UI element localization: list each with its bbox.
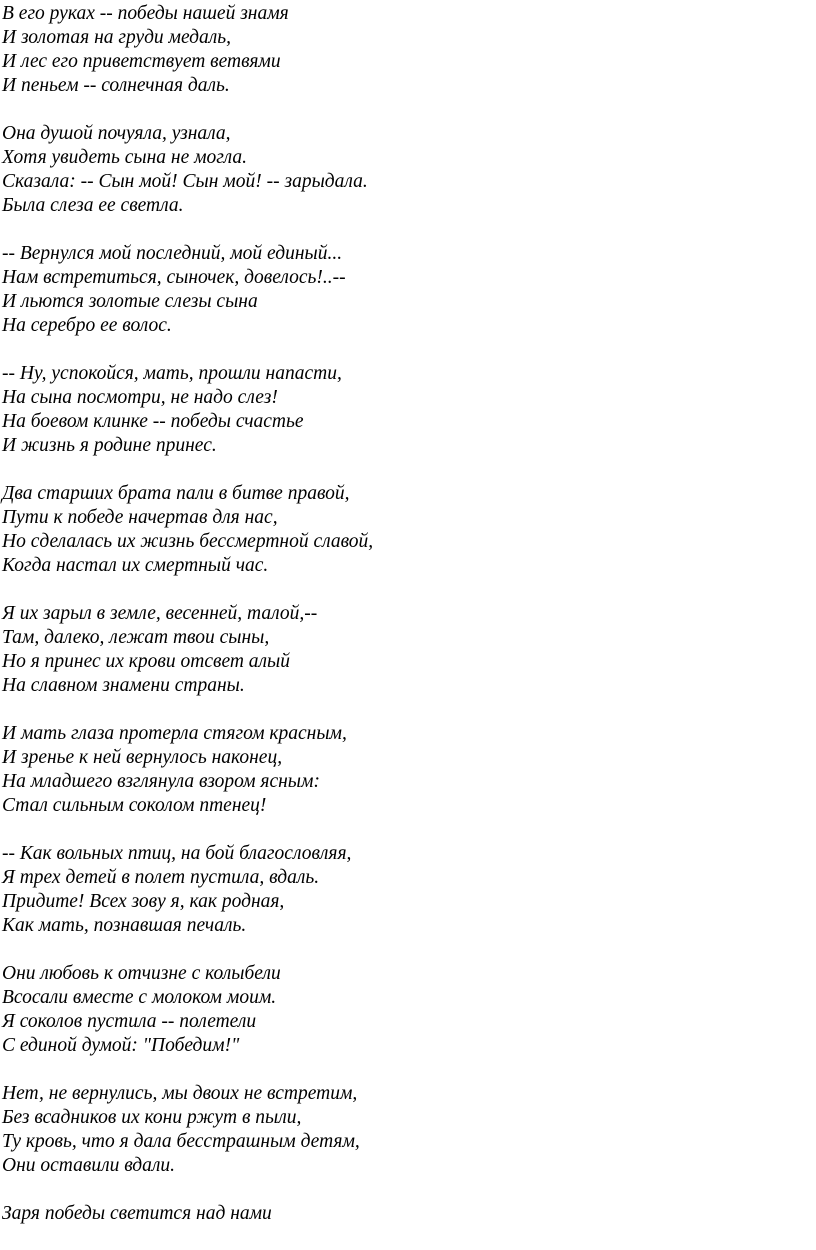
poem-line: Хотя увидеть сына не могла.: [2, 147, 248, 168]
stanza: [2, 2, 373, 98]
poem-line: Но сделалась их жизнь бессмертной славой,: [2, 531, 374, 552]
poem-line: На славном знамени страны.: [2, 675, 245, 696]
stanza: [2, 482, 373, 578]
poem-line: Ту кровь, что я дала бесстрашным детям,: [2, 1131, 360, 1152]
poem-line: Я соколов пустила -- полетели: [2, 1011, 257, 1032]
poem-line: Там, далеко, лежат твои сыны,: [2, 627, 270, 648]
poem-line: -- Как вольных птиц, на бой благословляя,: [2, 843, 352, 864]
poem-line: На сына посмотри, не надо слез!: [2, 387, 278, 408]
poem-line: Но я принес их крови отсвет алый: [2, 651, 291, 672]
poem-line: Я их зарыл в земле, весенней, талой,--: [2, 603, 318, 624]
poem-line: И золотая на груди медаль,: [2, 27, 232, 48]
poem-line: Нам встретиться, сыночек, довелось!..--: [2, 267, 346, 288]
poem-line: Когда настал их смертный час.: [2, 555, 269, 576]
poem-line: Они любовь к отчизне с колыбели: [2, 963, 281, 984]
stanza: [2, 842, 373, 938]
poem-line: На младшего взглянула взором ясным:: [2, 771, 320, 792]
poem-line: Придите! Всех зову я, как родная,: [2, 891, 285, 912]
stanza: [2, 962, 373, 1058]
poem-line: Была слеза ее светла.: [2, 195, 184, 216]
poem-line: -- Ну, успокойся, мать, прошли напасти,: [2, 363, 342, 384]
poem-line: Стал сильным соколом птенец!: [2, 795, 267, 816]
poem-line: И льются золотые слезы сына: [2, 291, 258, 312]
poem-line: И лес его приветствует ветвями: [2, 51, 281, 72]
poem-line: Всосали вместе с молоком моим.: [2, 987, 277, 1008]
poem-line: На боевом клинке -- победы счастье: [2, 411, 304, 432]
poem-line: Нет, не вернулись, мы двоих не встретим,: [2, 1083, 358, 1104]
stanza: [2, 362, 373, 458]
poem-line: И зренье к ней вернулось наконец,: [2, 747, 283, 768]
poem-line: Они оставили вдали.: [2, 1155, 176, 1176]
stanza: [2, 722, 373, 818]
poem-line: Сказала: -- Сын мой! Сын мой! -- зарыдала.: [2, 171, 368, 192]
poem-line: В его руках -- победы нашей знамя: [2, 3, 289, 24]
poem-line: Пути к победе начертав для нас,: [2, 507, 278, 528]
poem-line: И пеньем -- солнечная даль.: [2, 75, 230, 96]
stanza: [2, 602, 373, 698]
stanza: [2, 1082, 373, 1178]
poem-line: Как мать, познавшая печаль.: [2, 915, 247, 936]
poem-line: -- Вернулся мой последний, мой единый...: [2, 243, 343, 264]
poem-line: И жизнь я родине принес.: [2, 435, 217, 456]
stanza: [2, 122, 373, 218]
poem-line: Два старших брата пали в битве правой,: [2, 483, 350, 504]
poem-line: С единой думой: "Победим!": [2, 1035, 240, 1056]
poem-line: Заря победы светится над нами: [2, 1203, 272, 1224]
stanza: [2, 242, 373, 338]
poem-line: На серебро ее волос.: [2, 315, 172, 336]
stanza: [2, 1202, 373, 1226]
poem-line: Я трех детей в полет пустила, вдаль.: [2, 867, 320, 888]
poem-line: Без всадников их кони ржут в пыли,: [2, 1107, 302, 1128]
poem-text: [2, 2, 373, 1250]
poem-line: Она душой почуяла, узнала,: [2, 123, 231, 144]
poem-line: И мать глаза протерла стягом красным,: [2, 723, 347, 744]
